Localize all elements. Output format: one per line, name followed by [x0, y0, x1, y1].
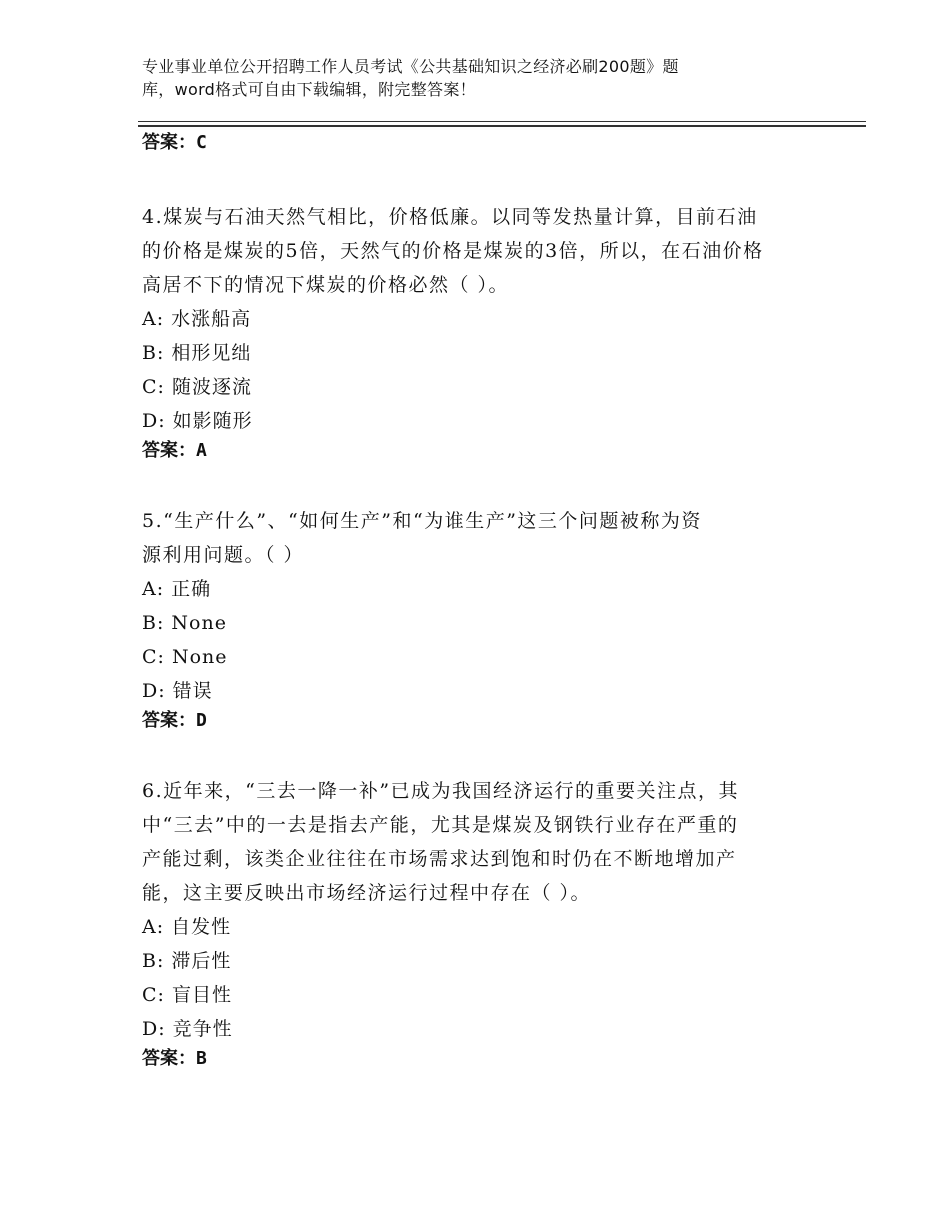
option-c: C: None: [142, 646, 228, 668]
question-line: 的价格是煤炭的5倍，天然气的价格是煤炭的3倍，所以，在石油价格: [142, 240, 764, 262]
option-c: C: 盲目性: [142, 984, 232, 1006]
option-c: C: 随波逐流: [142, 376, 252, 398]
answer-label: 答案：: [142, 132, 196, 153]
question-text: [142, 200, 822, 302]
answer-value: C: [196, 132, 207, 153]
answer-value: A: [196, 440, 207, 461]
question-line: 源利用问题。（ ）: [142, 544, 305, 566]
question-line: 6.近年来，“三去一降一补”已成为我国经济运行的重要关注点，其: [142, 780, 740, 802]
option-d: D: 竞争性: [142, 1018, 233, 1040]
option-b: B: None: [142, 612, 227, 634]
page-header: [142, 55, 782, 101]
option-d: D: 如影随形: [142, 410, 253, 432]
question-answer: [142, 1046, 822, 1072]
question-line: 能，这主要反映出市场经济运行过程中存在（ ）。: [142, 882, 592, 904]
answer-label: 答案：: [142, 440, 196, 461]
question-line: 4.煤炭与石油天然气相比，价格低廉。以同等发热量计算，目前石油: [142, 206, 758, 228]
previous-answer: [142, 130, 822, 156]
question-6: [142, 774, 822, 1072]
question-line: 5.“生产什么”、“如何生产”和“为谁生产”这三个问题被称为资: [142, 510, 702, 532]
question-line: 产能过剩，该类企业往往在市场需求达到饱和时仍在不断地增加产: [142, 848, 737, 870]
document-body: [142, 130, 822, 1072]
option-a: A: 正确: [142, 578, 212, 600]
question-answer: [142, 708, 822, 734]
option-b: B: 滞后性: [142, 950, 232, 972]
header-divider: [138, 121, 866, 127]
option-d: D: 错误: [142, 680, 213, 702]
answer-value: B: [196, 1048, 207, 1069]
option-b: B: 相形见绌: [142, 342, 252, 364]
header-line-2: 库，word格式可自由下载编辑，附完整答案！: [142, 80, 476, 99]
question-text: [142, 504, 822, 572]
question-text: [142, 774, 822, 910]
option-a: A: 自发性: [142, 916, 232, 938]
question-line: 中“三去”中的一去是指去产能，尤其是煤炭及钢铁行业存在严重的: [142, 814, 739, 836]
question-answer: [142, 438, 822, 464]
option-a: A: 水涨船高: [142, 308, 252, 330]
answer-value: D: [196, 710, 207, 731]
question-5: [142, 504, 822, 734]
question-4: [142, 200, 822, 464]
question-line: 高居不下的情况下煤炭的价格必然（ ）。: [142, 274, 510, 296]
header-line-1: 专业事业单位公开招聘工作人员考试《公共基础知识之经济必刷200题》题: [142, 57, 679, 76]
answer-label: 答案：: [142, 710, 196, 731]
answer-label: 答案：: [142, 1048, 196, 1069]
